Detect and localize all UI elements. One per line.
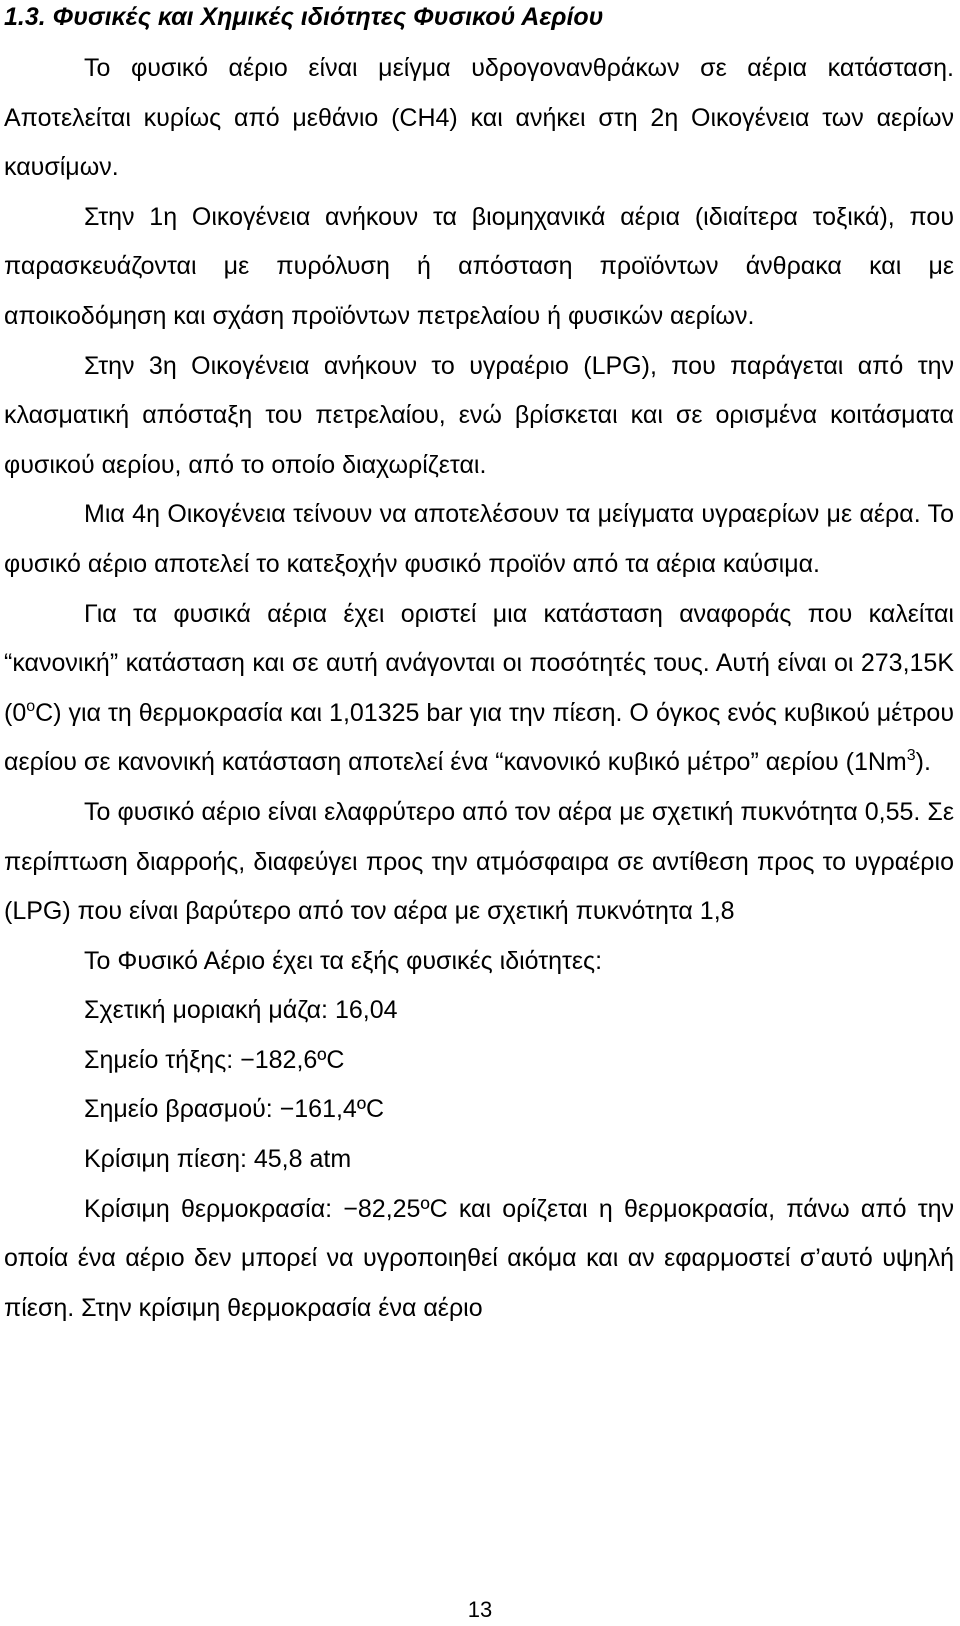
paragraph-fourth-family: Μια 4η Οικογένεια τείνουν να αποτελέσουν τα μείγματα υγραερίων με αέρα. Το φυσικό αέριο αποτελεί το κατεξοχήν φυσικό προϊόν από τα αέρια καύσιμα. xyxy=(4,500,954,578)
paragraph-normal-state xyxy=(4,590,956,788)
normal-state-text-b: C) για τη θερμοκρασία και 1,01325 bar για την πίεση. Ο όγκος ενός κυβικού μέτρου αερίου σε κανονική κατάσταση αποτελεί ένα “κανονικό κυβικό μέτρο” αερίου (1Nm xyxy=(4,698,954,777)
document-page xyxy=(4,0,956,1333)
degree-superscript: o xyxy=(26,697,36,715)
paragraph-relative-density: Το φυσικό αέριο είναι ελαφρύτερο από τον αέρα με σχετική πυκνότητα 0,55. Σε περίπτωση διαρροής, διαφεύγει προς την ατμόσφαιρα σε αντίθεση προς το υγραέριο (LPG) που είναι βαρύτερο από τον αέρα με σχετική πυκνότητα 1,8 xyxy=(4,797,954,926)
property-critical-temperature: Κρίσιμη θερμοκρασία: −82,25ºC και ορίζεται η θερμοκρασία, πάνω από την οποία ένα αέριο δεν μπορεί να υγροποιηθεί ακόμα και αν εφαρμοστεί σ’αυτό υψηλή πίεση. Στην κρίσιμη θερμοκρασία ένα αέριο xyxy=(4,1194,954,1322)
properties-intro: Το Φυσικό Αέριο έχει τα εξής φυσικές ιδιότητες: xyxy=(84,946,603,975)
section-heading: 1.3. Φυσικές και Χημικές ιδιότητες Φυσικού Αερίου xyxy=(4,3,604,31)
paragraph-first-family: Στην 1η Οικογένεια ανήκουν τα βιομηχανικά αέρια (ιδιαίτερα τοξικά), που παρασκευάζονται με πυρόλυση ή απόσταση προϊόντων άνθρακα και με αποικοδόμηση και σχάση προϊόντων πετρελαίου ή φυσικών αερίων. xyxy=(4,202,954,330)
paragraph-natural-gas-definition: Το φυσικό αέριο είναι μείγμα υδρογονανθράκων σε αέρια κατάσταση. Αποτελείται κυρίως από μεθάνιο (CH4) και ανήκει στη 2η Οικογένεια των αερίων καυσίμων. xyxy=(4,54,954,182)
property-molar-mass: Σχετική μοριακή μάζα: 16,04 xyxy=(84,996,398,1025)
property-melting-point: Σημείο τήξης: −182,6ºC xyxy=(84,1045,345,1074)
normal-state-text-a: Για τα φυσικά αέρια έχει οριστεί μια κατάσταση αναφοράς που καλείται “κανονική” κατάσταση και σε αυτή ανάγονται οι ποσότητές τους. Αυτή είναι οι 273,15K (0 xyxy=(4,599,954,727)
property-critical-pressure: Κρίσιμη πίεση: 45,8 atm xyxy=(84,1145,352,1174)
page-number: 13 xyxy=(467,1597,493,1622)
normal-state-text-c: ). xyxy=(915,748,931,777)
property-boiling-point: Σημείο βρασμού: −161,4ºC xyxy=(84,1095,385,1124)
paragraph-third-family: Στην 3η Οικογένεια ανήκουν το υγραέριο (LPG), που παράγεται από την κλασματική απόσταξη του πετρελαίου, ενώ βρίσκεται και σε ορισμένα κοιτάσματα φυσικού αερίου, από το οποίο διαχωρίζεται. xyxy=(4,351,954,479)
cubic-superscript: 3 xyxy=(906,747,916,765)
